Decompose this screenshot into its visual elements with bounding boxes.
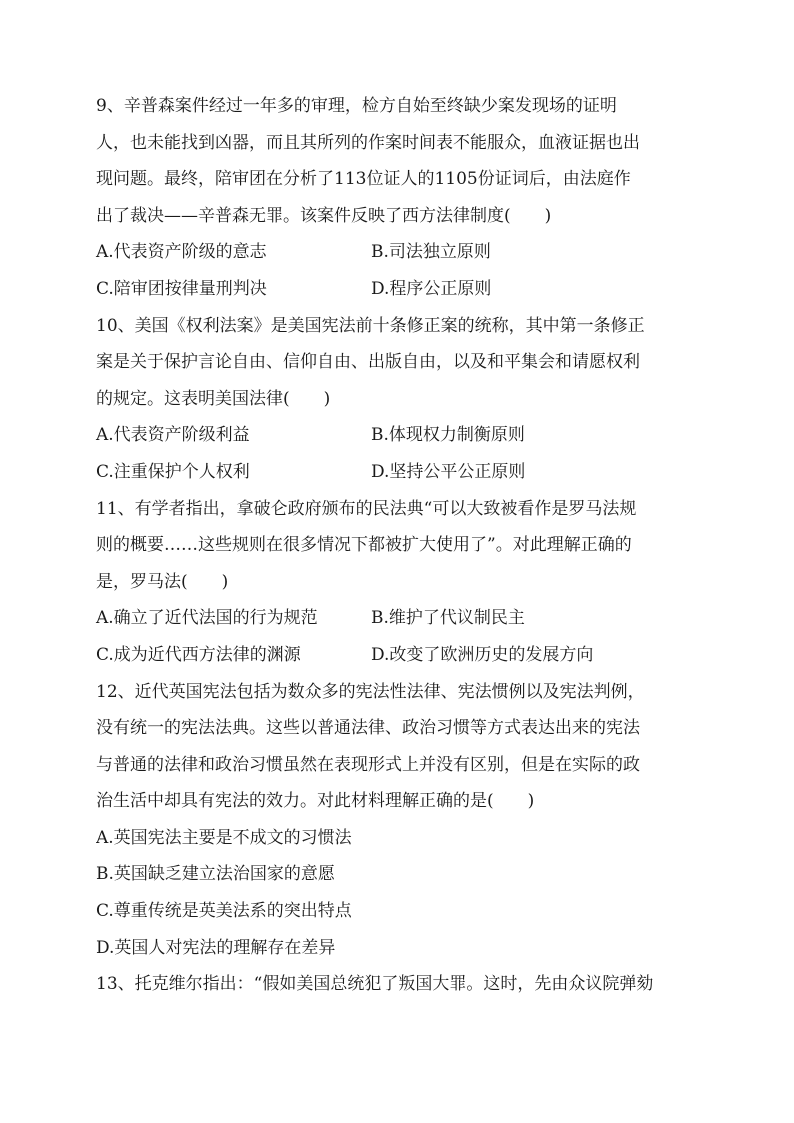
question-10-option-c: C.注重保护个人权利 bbox=[96, 461, 250, 482]
question-10-line-1: 10、美国《权利法案》是美国宪法前十条修正案的统称，其中第一条修正 bbox=[96, 315, 645, 336]
question-9-options-row-2 bbox=[96, 271, 701, 308]
question-12-line-4: 治生活中却具有宪法的效力。对此材料理解正确的是( ) bbox=[96, 791, 535, 812]
question-10-line-3: 的规定。这表明美国法律( ) bbox=[96, 388, 331, 409]
question-12-option-c: C.尊重传统是英美法系的突出特点 bbox=[96, 901, 352, 922]
question-11-option-a: A.确立了近代法国的行为规范 bbox=[96, 608, 318, 629]
question-11-line-1: 11、有学者指出，拿破仑政府颁布的民法典“可以大致被看作是罗马法规 bbox=[96, 498, 637, 519]
question-9-option-b: B.司法独立原则 bbox=[371, 242, 491, 263]
question-12-line-2: 没有统一的宪法法典。这些以普通法律、政治习惯等方式表达出来的宪法 bbox=[96, 718, 640, 739]
question-9-line-4: 出了裁决——辛普森无罪。该案件反映了西方法律制度( ) bbox=[96, 205, 552, 226]
question-12-option-d: D.英国人对宪法的理解存在差异 bbox=[96, 937, 336, 958]
question-10-options-row-2 bbox=[96, 454, 701, 491]
question-12-line-1: 12、近代英国宪法包括为数众多的宪法性法律、宪法惯例以及宪法判例， bbox=[96, 681, 645, 702]
question-9-option-c: C.陪审团按律量刑判决 bbox=[96, 278, 267, 299]
question-10-options-row-1 bbox=[96, 417, 701, 454]
question-13 bbox=[96, 966, 701, 1003]
question-12-option-b: B.英国缺乏建立法治国家的意愿 bbox=[96, 864, 335, 885]
question-9 bbox=[96, 88, 701, 308]
question-10-option-a: A.代表资产阶级利益 bbox=[96, 425, 250, 446]
question-11-option-d: D.改变了欧洲历史的发展方向 bbox=[371, 644, 594, 665]
question-11-options-row-1 bbox=[96, 600, 701, 637]
question-11-option-c: C.成为近代西方法律的渊源 bbox=[96, 644, 301, 665]
question-9-options-row-1 bbox=[96, 234, 701, 271]
question-10 bbox=[96, 308, 701, 491]
question-11-line-3: 是，罗马法( ) bbox=[96, 571, 229, 592]
question-11-line-2: 则的概要……这些规则在很多情况下都被扩大使用了”。对此理解正确的 bbox=[96, 535, 632, 556]
question-12-line-3: 与普通的法律和政治习惯虽然在表现形式上并没有区别，但是在实际的政 bbox=[96, 754, 640, 775]
question-13-line-1: 13、托克维尔指出：“假如美国总统犯了叛国大罪。这时，先由众议院弹劾 bbox=[96, 974, 654, 995]
question-11 bbox=[96, 491, 701, 674]
page-content bbox=[96, 88, 701, 1003]
question-11-option-b: B.维护了代议制民主 bbox=[371, 608, 525, 629]
question-10-option-d: D.坚持公平公正原则 bbox=[371, 461, 526, 482]
question-9-line-3: 现问题。最终，陪审团在分析了113位证人的1105份证词后，由法庭作 bbox=[96, 169, 631, 190]
question-12-option-a: A.英国宪法主要是不成文的习惯法 bbox=[96, 827, 352, 848]
question-9-option-d: D.程序公正原则 bbox=[371, 278, 492, 299]
question-10-line-2: 案是关于保护言论自由、信仰自由、出版自由，以及和平集会和请愿权利 bbox=[96, 352, 640, 373]
question-9-line-2: 人，也未能找到凶器，而且其所列的作案时间表不能服众，血液证据也出 bbox=[96, 132, 640, 153]
question-9-option-a: A.代表资产阶级的意志 bbox=[96, 242, 267, 263]
question-10-option-b: B.体现权力制衡原则 bbox=[371, 425, 525, 446]
question-11-options-row-2 bbox=[96, 637, 701, 674]
question-9-line-1: 9、辛普森案件经过一年多的审理，检方自始至终缺少案发现场的证明 bbox=[96, 96, 617, 116]
question-12 bbox=[96, 674, 701, 967]
